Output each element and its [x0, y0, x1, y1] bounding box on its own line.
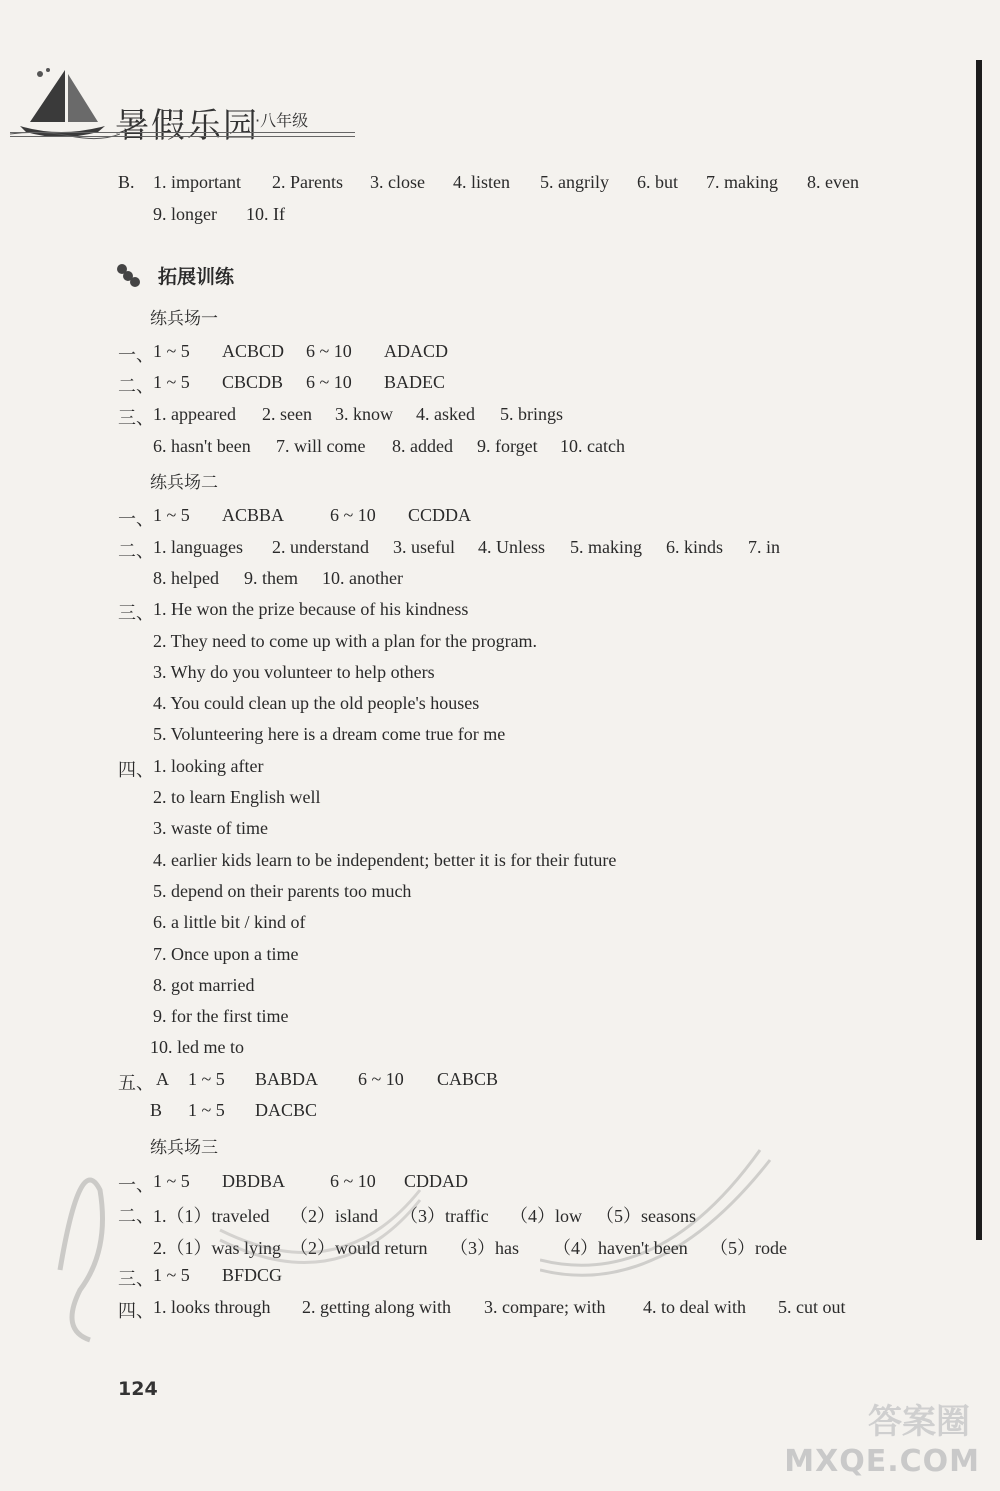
answer-item: 9. for the first time: [153, 1006, 289, 1026]
answer-item: 3. Why do you volunteer to help others: [153, 662, 435, 682]
answer-item: 10. led me to: [150, 1037, 244, 1057]
answer-item: 3. useful: [393, 537, 455, 557]
question-number: 三、: [118, 1269, 154, 1289]
answer-item: 7. making: [706, 172, 778, 192]
answer-item: 1. appeared: [153, 404, 236, 424]
music-notes-decoration-right-icon: [540, 1140, 800, 1280]
answer-item: A: [156, 1069, 169, 1089]
answer-item: 1. important: [153, 172, 241, 192]
answer-item: 4. asked: [416, 404, 475, 424]
answer-item: 10. another: [322, 568, 403, 588]
answer-item: 2. They need to come up with a plan for the program.: [153, 631, 538, 651]
practice-subheading: 练兵场一: [150, 309, 218, 329]
answer-item: 2. getting along with: [302, 1297, 451, 1317]
answer-item: ACBBA: [222, 505, 285, 525]
answer-item: 4. earlier kids learn to be independent; better it is for their future: [153, 850, 617, 870]
answer-item: 6 ~ 10: [330, 1171, 376, 1191]
answer-item: 6 ~ 10: [306, 372, 352, 392]
answer-item: 8. helped: [153, 568, 219, 588]
answer-item: B: [150, 1100, 163, 1120]
music-notes-decoration-icon: [20, 1130, 440, 1370]
page-header: [10, 60, 360, 155]
answer-item: 6. hasn't been: [153, 436, 251, 456]
answer-item: （4）haven't been: [553, 1238, 688, 1258]
answer-item: 5. cut out: [778, 1297, 846, 1317]
answer-item: 3. know: [335, 404, 393, 424]
answer-item: 4. listen: [453, 172, 510, 192]
answer-item: 2. understand: [272, 537, 369, 557]
answer-item: 1 ~ 5: [188, 1100, 225, 1120]
answer-item: BFDCG: [222, 1265, 283, 1285]
practice-subheading: 练兵场三: [150, 1138, 218, 1158]
answer-item: （2）island: [290, 1206, 378, 1226]
answer-item: CDDAD: [404, 1171, 469, 1191]
answer-item: 7. in: [748, 537, 781, 557]
answer-item: （5）rode: [710, 1238, 787, 1258]
answer-item: 1. looking after: [153, 756, 264, 776]
answer-item: 5. depend on their parents too much: [153, 881, 412, 901]
page-number: 124: [118, 1378, 158, 1400]
answer-item: 1. He won the prize because of his kindness: [153, 599, 469, 619]
answer-item: ADACD: [384, 341, 449, 361]
question-number: 一、: [118, 345, 154, 365]
answer-item: 10. catch: [560, 436, 625, 456]
answer-item: BADEC: [384, 372, 446, 392]
answer-item: 2. Parents: [272, 172, 343, 192]
answer-item: 8. added: [392, 436, 453, 456]
question-number: 二、: [118, 541, 154, 561]
answer-item: DBDBA: [222, 1171, 286, 1191]
answer-item: BABDA: [255, 1069, 319, 1089]
question-number: 五、: [118, 1073, 154, 1093]
answer-item: 5. angrily: [540, 172, 609, 192]
header-title: 暑假乐园: [115, 106, 259, 146]
answer-item: 6 ~ 10: [330, 505, 376, 525]
answer-item: 1. looks through: [153, 1297, 271, 1317]
answer-item: 6. kinds: [666, 537, 724, 557]
watermark-logo: 答案圈: [868, 1402, 970, 1442]
question-number: B.: [118, 172, 135, 192]
answer-item: 1 ~ 5: [188, 1069, 225, 1089]
answer-item: （2）would return: [290, 1238, 428, 1258]
header-rule: [10, 132, 355, 137]
answer-item: 3. close: [370, 172, 425, 192]
answer-item: 9. forget: [477, 436, 538, 456]
answer-item: 3. waste of time: [153, 818, 268, 838]
answer-item: 4. You could clean up the old people's houses: [153, 693, 480, 713]
answer-item: 1 ~ 5: [153, 372, 190, 392]
answer-item: 7. will come: [276, 436, 366, 456]
answer-item: CCDDA: [408, 505, 472, 525]
question-number: 三、: [118, 603, 154, 623]
question-number: 四、: [118, 760, 154, 780]
page-edge: [976, 60, 982, 1240]
answer-item: （3）traffic: [400, 1206, 489, 1226]
answer-item: 5. making: [570, 537, 642, 557]
answer-item: 8. got married: [153, 975, 255, 995]
answer-item: 4. Unless: [478, 537, 545, 557]
answer-item: 8. even: [807, 172, 859, 192]
answer-item: 7. Once upon a time: [153, 944, 299, 964]
answer-item: DACBC: [255, 1100, 318, 1120]
answer-item: （3）has: [450, 1238, 519, 1258]
answer-item: 1 ~ 5: [153, 1265, 190, 1285]
question-number: 四、: [118, 1301, 154, 1321]
answer-item: 6 ~ 10: [358, 1069, 404, 1089]
answer-item: 10. If: [246, 204, 285, 224]
question-number: 一、: [118, 509, 154, 529]
answer-item: 1 ~ 5: [153, 341, 190, 361]
sailboat-logo-icon: [10, 60, 120, 140]
answer-item: 1 ~ 5: [153, 1171, 190, 1191]
question-number: 二、: [118, 1206, 154, 1226]
answer-item: 2.（1）was lying: [153, 1238, 281, 1258]
answer-item: （4）low: [510, 1206, 582, 1226]
watermark-url: MXQE.COM: [784, 1444, 980, 1479]
answer-item: 5. Volunteering here is a dream come true for me: [153, 724, 506, 744]
answer-item: （5）seasons: [596, 1206, 696, 1226]
answer-item: 9. them: [244, 568, 298, 588]
answer-item: 6 ~ 10: [306, 341, 352, 361]
answer-item: CABCB: [437, 1069, 499, 1089]
answer-item: 1 ~ 5: [153, 505, 190, 525]
practice-subheading: 练兵场二: [150, 473, 218, 493]
answer-item: 2. seen: [262, 404, 312, 424]
answer-item: CBCDB: [222, 372, 284, 392]
answer-item: 2. to learn English well: [153, 787, 321, 807]
answer-item: 9. longer: [153, 204, 217, 224]
answer-item: 5. brings: [500, 404, 563, 424]
answer-item: 1.（1）traveled: [153, 1206, 270, 1226]
answer-item: 1. languages: [153, 537, 243, 557]
question-number: 一、: [118, 1175, 154, 1195]
answer-item: 3. compare; with: [484, 1297, 606, 1317]
answer-item: 6. but: [637, 172, 679, 192]
answer-item: ACBCD: [222, 341, 285, 361]
header-grade: ·八年级: [255, 111, 309, 130]
question-number: 三、: [118, 408, 154, 428]
section-heading: 拓展训练: [158, 266, 235, 288]
answer-item: 4. to deal with: [643, 1297, 746, 1317]
question-number: 二、: [118, 376, 154, 396]
answer-item: 6. a little bit / kind of: [153, 912, 306, 932]
